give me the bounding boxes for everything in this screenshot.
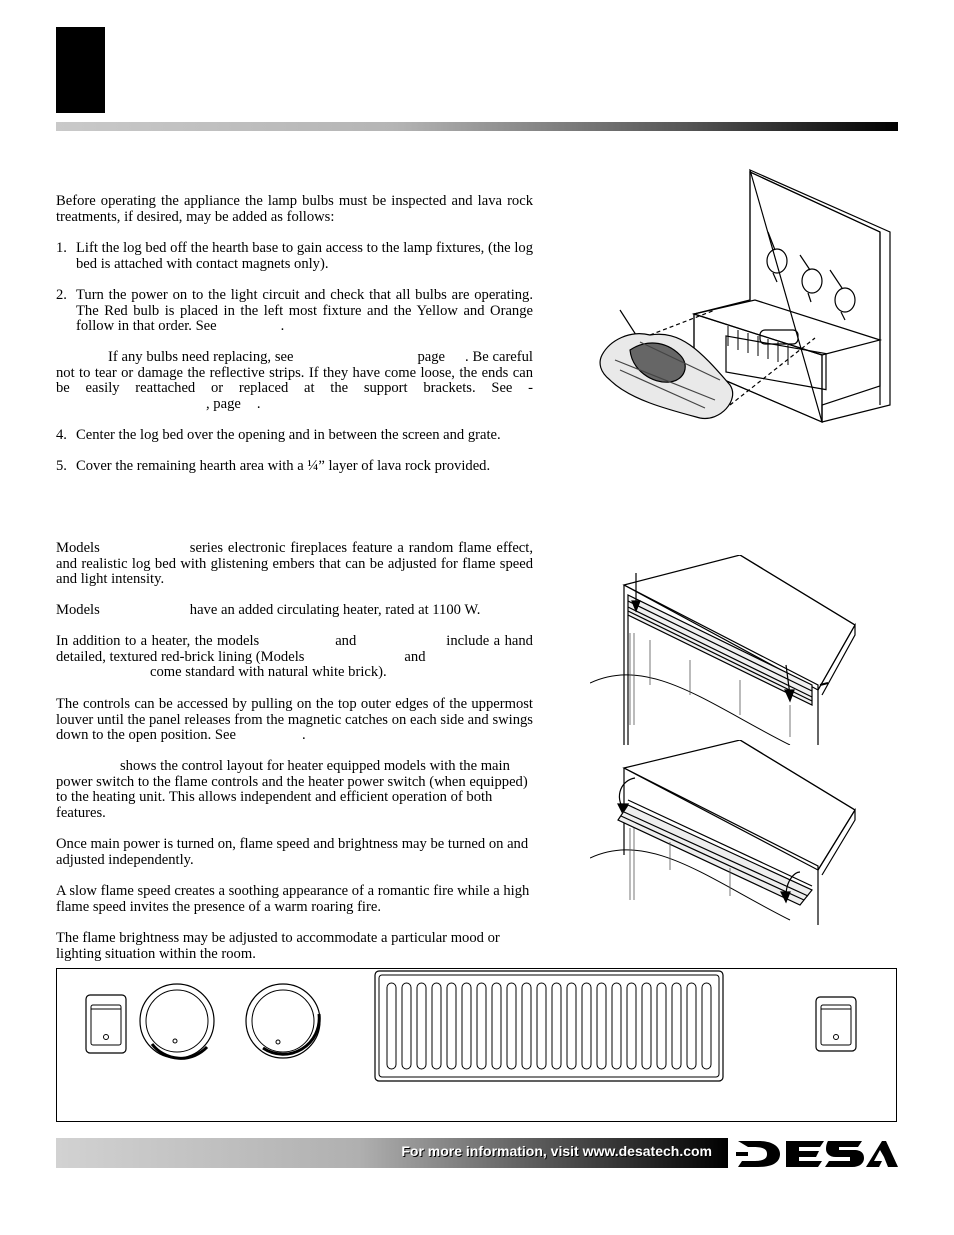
models-p2-b: have an added circulating heater, rated at 1100 W. bbox=[189, 602, 481, 618]
louver-slot bbox=[387, 983, 396, 1069]
heater-grille bbox=[375, 971, 723, 1081]
flame-speed-dial[interactable] bbox=[140, 984, 214, 1058]
louver-slot bbox=[687, 983, 696, 1069]
header-gradient-bar bbox=[56, 122, 898, 131]
louver-slot bbox=[567, 983, 576, 1069]
louver-slot bbox=[702, 983, 711, 1069]
louver-slot bbox=[477, 983, 486, 1069]
models-p3-e: come standard with natural white brick). bbox=[150, 664, 387, 681]
louver-slot bbox=[552, 983, 561, 1069]
louver-slot bbox=[597, 983, 606, 1069]
louver-slot bbox=[672, 983, 681, 1069]
models-paragraph-8: The flame brightness may be adjusted to accommodate a particular mood or lighting situation within the room. bbox=[56, 930, 500, 962]
models-p3-b: and bbox=[335, 633, 357, 649]
step-2-end: . bbox=[280, 318, 285, 335]
models-p1-b: series electronic fireplaces feature a random flame effect, and realistic log bed with glistening embers that can be adjusted for flame speed and light intensity. bbox=[56, 540, 533, 588]
models-p2-a: Models bbox=[56, 602, 100, 618]
step-1 bbox=[56, 241, 533, 272]
louver-slot bbox=[522, 983, 531, 1069]
step-2 bbox=[56, 288, 533, 335]
step-4-number: 4. bbox=[56, 427, 67, 443]
louver-slot bbox=[417, 983, 426, 1069]
louver-slot bbox=[537, 983, 546, 1069]
louver-slot bbox=[612, 983, 621, 1069]
step-4 bbox=[56, 428, 533, 444]
models-p4-a: The controls can be accessed by pulling on the top outer edges of the uppermost louver until the panel releases from the magnetic catches on each side and swings down to the open position. See bbox=[56, 696, 533, 744]
models-paragraph-6: Once main power is turned on, flame speed and brightness may be turned on and adjusted independently. bbox=[56, 836, 529, 868]
step-5-text: Cover the remaining hearth area with a ¼” layer of lava rock provided. bbox=[76, 458, 491, 474]
louver-slot bbox=[462, 983, 471, 1069]
step-3-text-a: If any bulbs need replacing, see bbox=[108, 349, 294, 365]
models-p4-b: . bbox=[301, 727, 306, 744]
step-3-paragraph bbox=[56, 350, 533, 412]
louver-slot bbox=[402, 983, 411, 1069]
step-3-end: . bbox=[256, 395, 261, 412]
models-p3-c: include a hand detailed, textured red-brick lining (Models bbox=[56, 633, 533, 665]
step-5 bbox=[56, 459, 533, 475]
section-tab-marker bbox=[56, 27, 105, 113]
step-1-number: 1. bbox=[56, 240, 67, 256]
step-1-text: Lift the log bed off the hearth base to gain access to the lamp fixtures, (the log bed is attached with contact magnets only). bbox=[76, 240, 533, 272]
louver-slot bbox=[432, 983, 441, 1069]
louver-slot bbox=[507, 983, 516, 1069]
louver-slot bbox=[657, 983, 666, 1069]
step-2-number: 2. bbox=[56, 287, 67, 303]
control-panel-drawing bbox=[57, 969, 896, 1121]
heater-power-switch[interactable] bbox=[816, 997, 856, 1051]
flame-brightness-dial[interactable] bbox=[246, 984, 320, 1058]
models-paragraph-2 bbox=[56, 603, 533, 619]
models-paragraph-5 bbox=[56, 759, 533, 821]
control-panel-figure bbox=[56, 968, 897, 1122]
louver-slot bbox=[447, 983, 456, 1069]
models-p1-a: Models bbox=[56, 540, 100, 556]
step-3-page-label-2: , page bbox=[206, 395, 241, 412]
desa-logo bbox=[736, 1137, 898, 1171]
models-paragraph-1 bbox=[56, 541, 533, 588]
models-paragraph-7: A slow flame speed creates a soothing appearance of a romantic fire while a high flame speed invites the presence of a warm roaring fire. bbox=[56, 883, 530, 915]
louver-closed-figure bbox=[590, 555, 900, 745]
models-p5-text: shows the control layout for heater equipped models with the main power switch to the flame controls and the heater power switch (when equipped) to the heating unit. This allows independent and efficient operation of both features. bbox=[56, 758, 528, 821]
step-3-text-b: . Be careful not to tear or damage the reflective strips. If they have come loose, the ends can be easily reattached or replaced at the support brackets. See - bbox=[56, 349, 533, 397]
models-paragraph-3 bbox=[56, 634, 533, 681]
bulb-inspection-figure bbox=[590, 160, 900, 445]
models-p3-a: In addition to a heater, the models bbox=[56, 633, 260, 649]
footer-bar bbox=[56, 1138, 728, 1168]
louver-slot bbox=[627, 983, 636, 1069]
footer-website-text: For more information, visit www.desatech.com bbox=[401, 1143, 712, 1159]
models-p3-d: and bbox=[404, 648, 426, 665]
step-5-number: 5. bbox=[56, 458, 67, 474]
step-4-text: Center the log bed over the opening and in between the screen and grate. bbox=[76, 427, 501, 443]
models-paragraph-4 bbox=[56, 697, 533, 744]
intro-paragraph: Before operating the appliance the lamp bulbs must be inspected and lava rock treatments, if desired, may be added as follows: bbox=[56, 193, 533, 225]
louver-slot bbox=[582, 983, 591, 1069]
main-power-switch[interactable] bbox=[86, 995, 126, 1053]
step-2-text: Turn the power on to the light circuit and check that all bulbs are operating. The Red bulb is placed in the left most fixture and the Yellow and Orange follow in that order. See bbox=[76, 287, 533, 335]
louver-open-figure bbox=[590, 740, 900, 925]
louver-slot bbox=[642, 983, 651, 1069]
step-3-page-label: page bbox=[417, 349, 446, 365]
louver-slot bbox=[492, 983, 501, 1069]
